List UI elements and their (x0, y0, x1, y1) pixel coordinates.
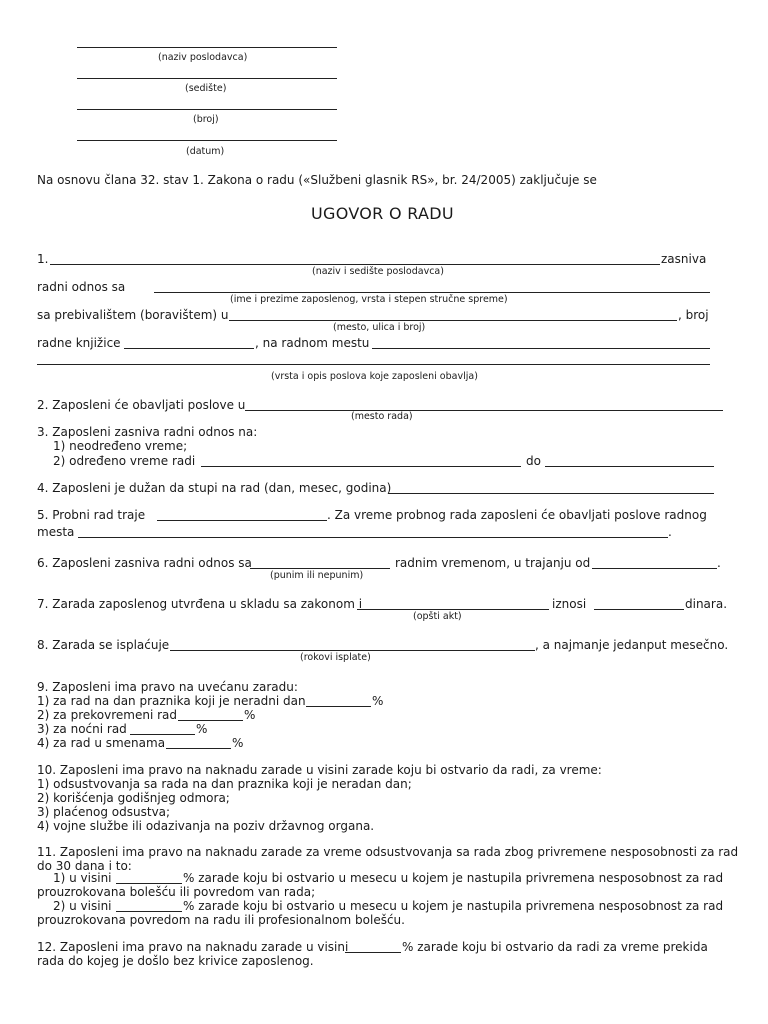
s9-night-pct-field[interactable] (130, 734, 195, 735)
s5-text2: . Za vreme probnog rada zaposleni će obavljati poslove radnog (327, 508, 707, 522)
employer-name-caption: (naziv poslodavca) (158, 52, 248, 63)
s2-caption: (mesto rada) (351, 411, 413, 422)
s5-text: 5. Probni rad traje (37, 508, 146, 522)
job-description-field[interactable] (37, 364, 710, 365)
s5-end: . (668, 525, 672, 539)
s8-end: , a najmanje jedanput mesečno. (535, 638, 729, 652)
s1-residence: sa prebivalištem (boravištem) u (37, 308, 229, 322)
position-field[interactable] (372, 348, 710, 349)
s9-holiday-pct-field[interactable] (306, 706, 371, 707)
s3-option1: 1) neodređeno vreme; (53, 439, 188, 453)
s7-text: 7. Zarada zaposlenog utvrđena u skladu sa zakonom i (37, 597, 363, 611)
s12-text-b: % zarade koju bi ostvario da radi za vreme prekida (402, 940, 708, 954)
s1-work-book: radne knjižice (37, 336, 121, 350)
s9-item-1: 1) za rad na dan praznika koji je neradni dan (37, 694, 306, 708)
s1-position: , na radnom mestu (255, 336, 370, 350)
s1-employer-caption: (naziv i sedište poslodavca) (312, 266, 444, 277)
s11-item2-cont: prouzrokovana povredom na radu ili profesionalnom bolešću. (37, 913, 405, 927)
s6-end: . (717, 556, 721, 570)
s7-currency: dinara. (685, 597, 728, 611)
s6-text: 6. Zaposleni zasniva radni odnos sa (37, 556, 252, 570)
s1-broj: , broj (678, 308, 709, 322)
work-book-field[interactable] (124, 348, 254, 349)
s7-amount: iznosi (552, 597, 587, 611)
s11-item2-text: % zarade koju bi ostvario u mesecu u kojem je nastupila privremena nesposobnost za rad (183, 899, 724, 913)
s9-pct-4: % (232, 736, 244, 750)
residence-field[interactable] (229, 320, 677, 321)
s3-option2: 2) određeno vreme radi (53, 454, 196, 468)
employee-field[interactable] (154, 292, 710, 293)
s9-text: 9. Zaposleni ima pravo na uvećanu zaradu: (37, 680, 298, 694)
working-time-type-field[interactable] (250, 568, 390, 569)
payment-terms-field[interactable] (170, 650, 535, 651)
s4-text: 4. Zaposleni je dužan da stupi na rad (dan, mesec, godina) (37, 481, 392, 495)
s9-item-3: 3) za noćni rad (37, 722, 127, 736)
probation-position-field[interactable] (78, 537, 668, 538)
s6-mid: radnim vremenom, u trajanju od (395, 556, 591, 570)
employer-field[interactable] (50, 264, 660, 265)
s9-item-4: 4) za rad u smenama (37, 736, 166, 750)
employer-name-line[interactable] (77, 47, 337, 48)
s11-item2-prefix: 2) u visini (53, 899, 112, 913)
s1-zasniva: zasniva (661, 252, 707, 266)
number-caption: (broj) (193, 114, 219, 125)
s11-line-2: do 30 dana i to: (37, 859, 132, 873)
fixed-term-end-field[interactable] (545, 466, 714, 467)
s7-caption: (opšti akt) (413, 611, 462, 622)
s8-text: 8. Zarada se isplaćuje (37, 638, 170, 652)
s2-text: 2. Zaposleni će obavljati poslove u (37, 398, 246, 412)
s10-line-4: 3) plaćenog odsustva; (37, 805, 171, 819)
s11-item1-text: % zarade koju bi ostvario u mesecu u kojem je nastupila privremena nesposobnost za rad (183, 871, 724, 885)
s11-illness-pct-field[interactable] (116, 883, 182, 884)
s11-item1-prefix: 1) u visini (53, 871, 112, 885)
s1-job-caption: (vrsta i opis poslova koje zaposleni obavlja) (271, 371, 478, 382)
s3-text: 3. Zaposleni zasniva radni odnos na: (37, 425, 258, 439)
s1-radni-odnos: radni odnos sa (37, 280, 126, 294)
s9-shift-pct-field[interactable] (166, 748, 231, 749)
fixed-term-reason-field[interactable] (201, 466, 521, 467)
work-place-field[interactable] (245, 410, 723, 411)
date-caption: (datum) (186, 146, 225, 157)
s11-injury-pct-field[interactable] (116, 911, 182, 912)
number-line[interactable] (77, 109, 337, 110)
working-time-length-field[interactable] (592, 568, 717, 569)
salary-amount-field[interactable] (594, 609, 684, 610)
s11-item1-cont: prouzrokovana bolešću ili povredom van rada; (37, 885, 316, 899)
s3-do: do (526, 454, 541, 468)
intro-text: Na osnovu člana 32. stav 1. Zakona o radu («Službeni glasnik RS», br. 24/2005) zaključuje se (37, 173, 597, 187)
s1-number: 1. (37, 252, 49, 266)
s8-caption: (rokovi isplate) (300, 652, 371, 663)
probation-length-field[interactable] (157, 520, 327, 521)
s1-place-caption: (mesto, ulica i broj) (333, 322, 426, 333)
start-date-field[interactable] (388, 493, 714, 494)
s10-line-3: 2) korišćenja godišnjeg odmora; (37, 791, 230, 805)
s9-pct-2: % (244, 708, 256, 722)
s1-employee-caption: (ime i prezime zaposlenog, vrsta i stepen stručne spreme) (230, 294, 508, 305)
s9-pct-3: % (196, 722, 208, 736)
s10-line-5: 4) vojne službe ili odazivanja na poziv državnog organa. (37, 819, 375, 833)
seat-line[interactable] (77, 78, 337, 79)
date-line[interactable] (77, 140, 337, 141)
s5-place: mesta (37, 525, 75, 539)
seat-caption: (sedište) (185, 83, 227, 94)
s12-text-c: rada do kojeg je došlo bez krivice zaposlenog. (37, 954, 314, 968)
s9-item-2: 2) za prekovremeni rad (37, 708, 178, 722)
s12-text-a: 12. Zaposleni ima pravo na naknadu zarade u visini (37, 940, 349, 954)
general-act-field[interactable] (357, 609, 549, 610)
s9-overtime-pct-field[interactable] (178, 720, 243, 721)
s12-pct-field[interactable] (345, 952, 401, 953)
document-title: UGOVOR O RADU (311, 204, 454, 223)
s10-line-2: 1) odsustvovanja sa rada na dan praznika koji je neradan dan; (37, 777, 412, 791)
s11-line-1: 11. Zaposleni ima pravo na naknadu zarade za vreme odsustvovanja sa rada zbog privremene nesposobnosti za rad (37, 845, 739, 859)
s10-line-1: 10. Zaposleni ima pravo na naknadu zarade u visini zarade koju bi ostvario da radi, za vreme: (37, 763, 602, 777)
s9-pct-1: % (372, 694, 384, 708)
s6-caption: (punim ili nepunim) (270, 570, 364, 581)
